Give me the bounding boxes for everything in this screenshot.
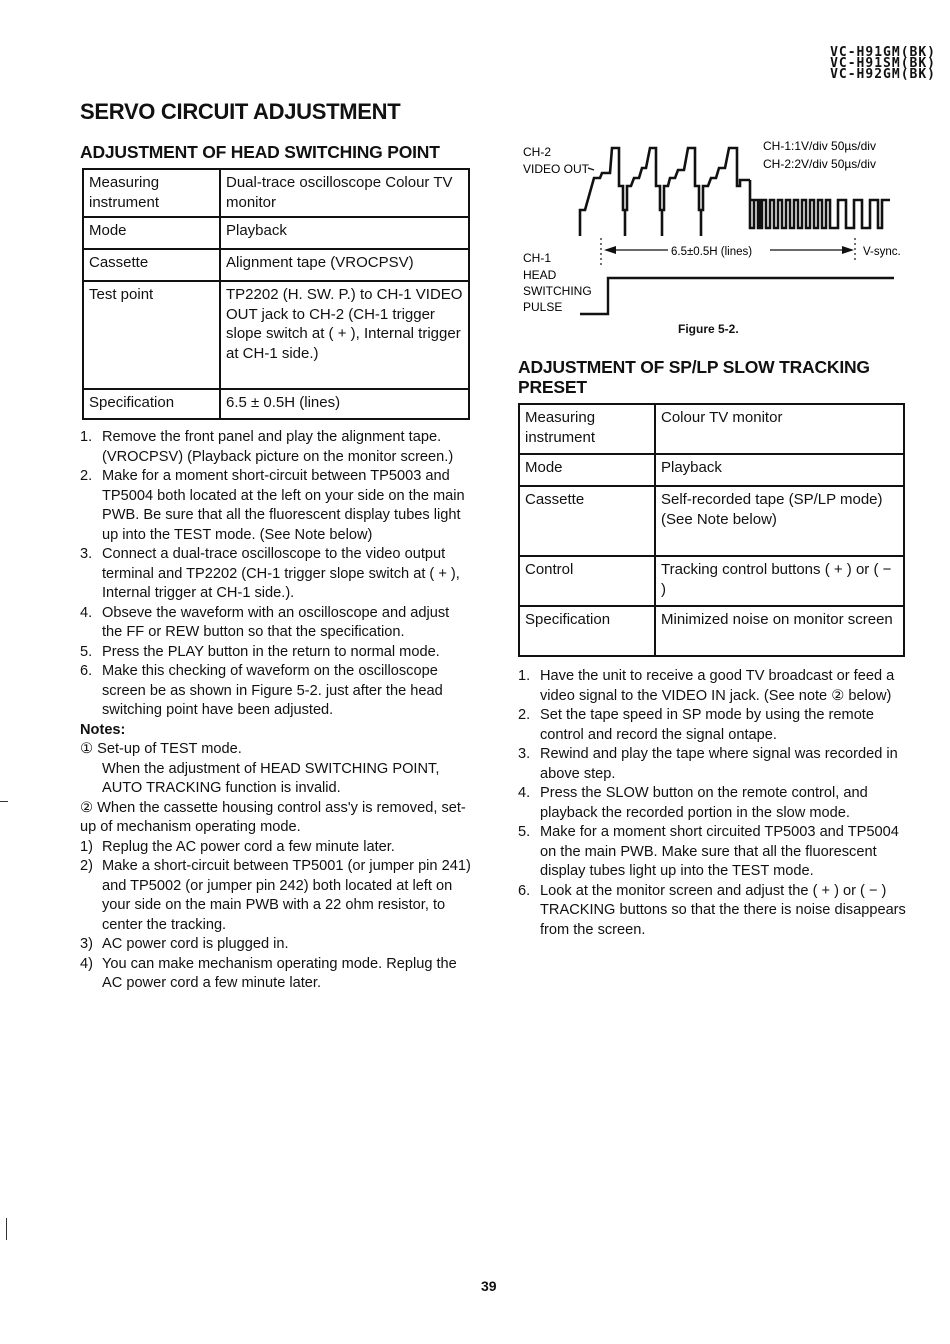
step-text: Connect a dual-trace oscilloscope to the video output terminal and TP2202 (CH-1 trigger slope switch at ( + ), Internal trigger at CH-1 side.). bbox=[102, 546, 460, 601]
scale-ch1: CH-1:1V/div 50µs/div bbox=[763, 139, 876, 153]
list-item bbox=[80, 662, 472, 721]
table-label: Control bbox=[519, 556, 655, 606]
figure-5-2 bbox=[518, 138, 918, 348]
step-text: AC power cord is plugged in. bbox=[102, 936, 289, 952]
note-1-text: When the adjustment of HEAD SWITCHING POINT, AUTO TRACKING function is invalid. bbox=[102, 760, 440, 796]
step-number: 2) bbox=[80, 858, 93, 874]
table-row bbox=[519, 486, 904, 556]
step-number: 1. bbox=[80, 429, 93, 445]
arrow-right-head bbox=[842, 246, 854, 254]
slow-tracking-steps bbox=[518, 667, 908, 940]
step-text: Set the tape speed in SP mode by using the remote control and record the signal ontape. bbox=[540, 707, 874, 743]
margin-mark bbox=[0, 801, 8, 802]
step-number: 2. bbox=[80, 468, 93, 484]
table-label: Measuring instrument bbox=[83, 169, 220, 217]
arrow-left-head bbox=[604, 246, 616, 254]
step-text: Make this checking of waveform on the oscilloscope screen be as shown in Figure 5-2. just after the head switching point have been adjusted. bbox=[102, 663, 443, 718]
table-value: Minimized noise on monitor screen bbox=[655, 606, 904, 656]
step-number: 5. bbox=[80, 643, 93, 660]
page-title: SERVO CIRCUIT ADJUSTMENT bbox=[80, 99, 401, 124]
list-item bbox=[518, 745, 908, 784]
table-row bbox=[83, 389, 469, 419]
step-number: 1. bbox=[518, 668, 531, 684]
step-number: 4. bbox=[80, 604, 93, 621]
list-item bbox=[80, 955, 472, 994]
notes-heading: Notes: bbox=[80, 721, 126, 738]
step-number: 3. bbox=[80, 546, 93, 562]
table-label: Mode bbox=[519, 454, 655, 486]
table-row bbox=[83, 281, 469, 389]
step-text: Make for a moment short-circuit between TP5003 and TP5004 both located at the left on your side on the main PWB. Be sure that all the fluorescent display tubes light up into the TEST mode. (See Note below) bbox=[102, 468, 465, 543]
model-code: VC-H91GM(BK) bbox=[830, 45, 936, 60]
table-row bbox=[519, 606, 904, 656]
model-code: VC-H92GM(BK) bbox=[830, 67, 936, 82]
step-text: Press the SLOW button on the remote control, and playback the recorded portion in the slow mode. bbox=[540, 785, 868, 821]
ch1-pulse bbox=[580, 278, 894, 314]
margin-mark bbox=[6, 1218, 7, 1240]
step-text: Make for a moment short circuited TP5003 and TP5004 on the main PWB. Make sure that all the fluorescent display tubes light up into the TEST mode. bbox=[540, 824, 899, 879]
list-item bbox=[518, 784, 908, 823]
list-item bbox=[518, 706, 908, 745]
step-text: Obseve the waveform with an oscilloscope and adjust the FF or REW button so that the specification. bbox=[102, 604, 450, 640]
vsync-label: V-sync. bbox=[863, 246, 901, 258]
table-row bbox=[519, 454, 904, 486]
step-text: Replug the AC power cord a few minute later. bbox=[102, 838, 395, 855]
step-text: Remove the front panel and play the alignment tape. (VROCPSV) (Playback picture on the monitor screen.) bbox=[102, 429, 454, 465]
table-row bbox=[83, 217, 469, 249]
table-row bbox=[519, 404, 904, 454]
step-number: 4) bbox=[80, 955, 93, 972]
waveform-diagram bbox=[518, 138, 918, 323]
ch1-label: PULSE bbox=[523, 300, 563, 314]
list-item bbox=[80, 428, 472, 467]
table-row bbox=[83, 169, 469, 217]
head-switching-table bbox=[82, 168, 470, 420]
table-value: Playback bbox=[220, 217, 469, 249]
step-text: Rewind and play the tape where signal was recorded in above step. bbox=[540, 746, 898, 782]
table-value: 6.5 ± 0.5H (lines) bbox=[220, 389, 469, 419]
slow-tracking-table bbox=[518, 403, 905, 657]
step-text: Look at the monitor screen and adjust the ( + ) or ( − ) TRACKING buttons so that the there is noise disappears from the screen. bbox=[540, 882, 906, 938]
note-text: When the cassette housing control ass'y is removed, set-up of mechanism operating mode. bbox=[80, 799, 466, 835]
table-value: Colour TV monitor bbox=[655, 404, 904, 454]
ch2-waveform bbox=[580, 148, 750, 236]
vsync-pulses bbox=[750, 180, 890, 228]
scale-ch2: CH-2:2V/div 50µs/div bbox=[763, 157, 876, 171]
step-number: 2. bbox=[518, 707, 531, 723]
table-row bbox=[83, 249, 469, 281]
model-code: VC-H91SM(BK) bbox=[830, 56, 936, 71]
right-column bbox=[518, 357, 908, 940]
ch1-label: CH-1 bbox=[523, 251, 552, 265]
page-number: 39 bbox=[481, 1278, 497, 1294]
list-item bbox=[80, 643, 472, 663]
section-heading-slow-tracking: ADJUSTMENT OF SP/LP SLOW TRACKING bbox=[518, 357, 870, 377]
note-2 bbox=[80, 799, 472, 838]
ch2-label-video-out: VIDEO OUT bbox=[523, 162, 590, 176]
figure-caption: Figure 5-2. bbox=[678, 322, 739, 336]
step-text: Press the PLAY button in the return to normal mode. bbox=[102, 643, 440, 660]
step-number: 3. bbox=[518, 746, 531, 762]
list-item bbox=[518, 882, 908, 941]
table-value: Alignment tape (VROCPSV) bbox=[220, 249, 469, 281]
table-label: Cassette bbox=[83, 249, 220, 281]
table-label: Test point bbox=[83, 281, 220, 389]
list-item bbox=[80, 935, 472, 955]
list-item bbox=[80, 857, 472, 935]
list-item bbox=[518, 823, 908, 882]
table-value: TP2202 (H. SW. P.) to CH-1 VIDEO OUT jack to CH-2 (CH-1 trigger slope switch at ( + ), Internal trigger at CH-1 side.) bbox=[220, 281, 469, 389]
step-number: 6. bbox=[80, 663, 93, 679]
list-item bbox=[80, 467, 472, 545]
table-label: Measuring instrument bbox=[519, 404, 655, 454]
left-column bbox=[80, 142, 472, 994]
table-value: Dual-trace oscilloscope Colour TV monitor bbox=[220, 169, 469, 217]
ch1-label: HEAD bbox=[523, 268, 557, 282]
step-text: You can make mechanism operating mode. Replug the AC power cord a few minute later. bbox=[102, 955, 457, 991]
note-title: Set-up of TEST mode. bbox=[97, 741, 242, 757]
head-switching-steps bbox=[80, 428, 472, 721]
model-codes bbox=[830, 47, 936, 80]
list-item bbox=[80, 545, 472, 604]
ch2-label: CH-2 bbox=[523, 145, 552, 159]
ch1-label: SWITCHING bbox=[523, 284, 592, 298]
step-text: Have the unit to receive a good TV broadcast or feed a video signal to the VIDEO IN jack. (See note ② below) bbox=[540, 668, 895, 704]
step-number: 6. bbox=[518, 882, 531, 899]
table-row bbox=[519, 556, 904, 606]
step-number: 1) bbox=[80, 838, 93, 855]
section-heading-head-switching: ADJUSTMENT OF HEAD SWITCHING POINT bbox=[80, 142, 440, 162]
list-item bbox=[80, 838, 472, 858]
note-1 bbox=[80, 740, 472, 760]
table-value: Playback bbox=[655, 454, 904, 486]
notes-block bbox=[80, 721, 472, 838]
step-number: 3) bbox=[80, 936, 93, 952]
note-marker: ① bbox=[80, 741, 94, 757]
step-number: 4. bbox=[518, 785, 531, 801]
table-label: Cassette bbox=[519, 486, 655, 556]
step-text: Make a short-circuit between TP5001 (or jumper pin 241) and TP5002 (or jumper pin 242) both located at left on your side on the main PWB with a 22 ohm resistor, to center the tracking. bbox=[102, 858, 471, 933]
note-2-substeps bbox=[80, 838, 472, 994]
table-value: Self-recorded tape (SP/LP mode) (See Note below) bbox=[655, 486, 904, 556]
table-label: Mode bbox=[83, 217, 220, 249]
section-heading-slow-tracking-2: PRESET bbox=[518, 377, 587, 397]
step-number: 5. bbox=[518, 824, 531, 840]
interval-label: 6.5±0.5H (lines) bbox=[671, 246, 753, 258]
note-marker: ② bbox=[80, 799, 94, 816]
table-value: Tracking control buttons ( + ) or ( − ) bbox=[655, 556, 904, 606]
list-item bbox=[80, 604, 472, 643]
table-label: Specification bbox=[519, 606, 655, 656]
list-item bbox=[518, 667, 908, 706]
table-label: Specification bbox=[83, 389, 220, 419]
